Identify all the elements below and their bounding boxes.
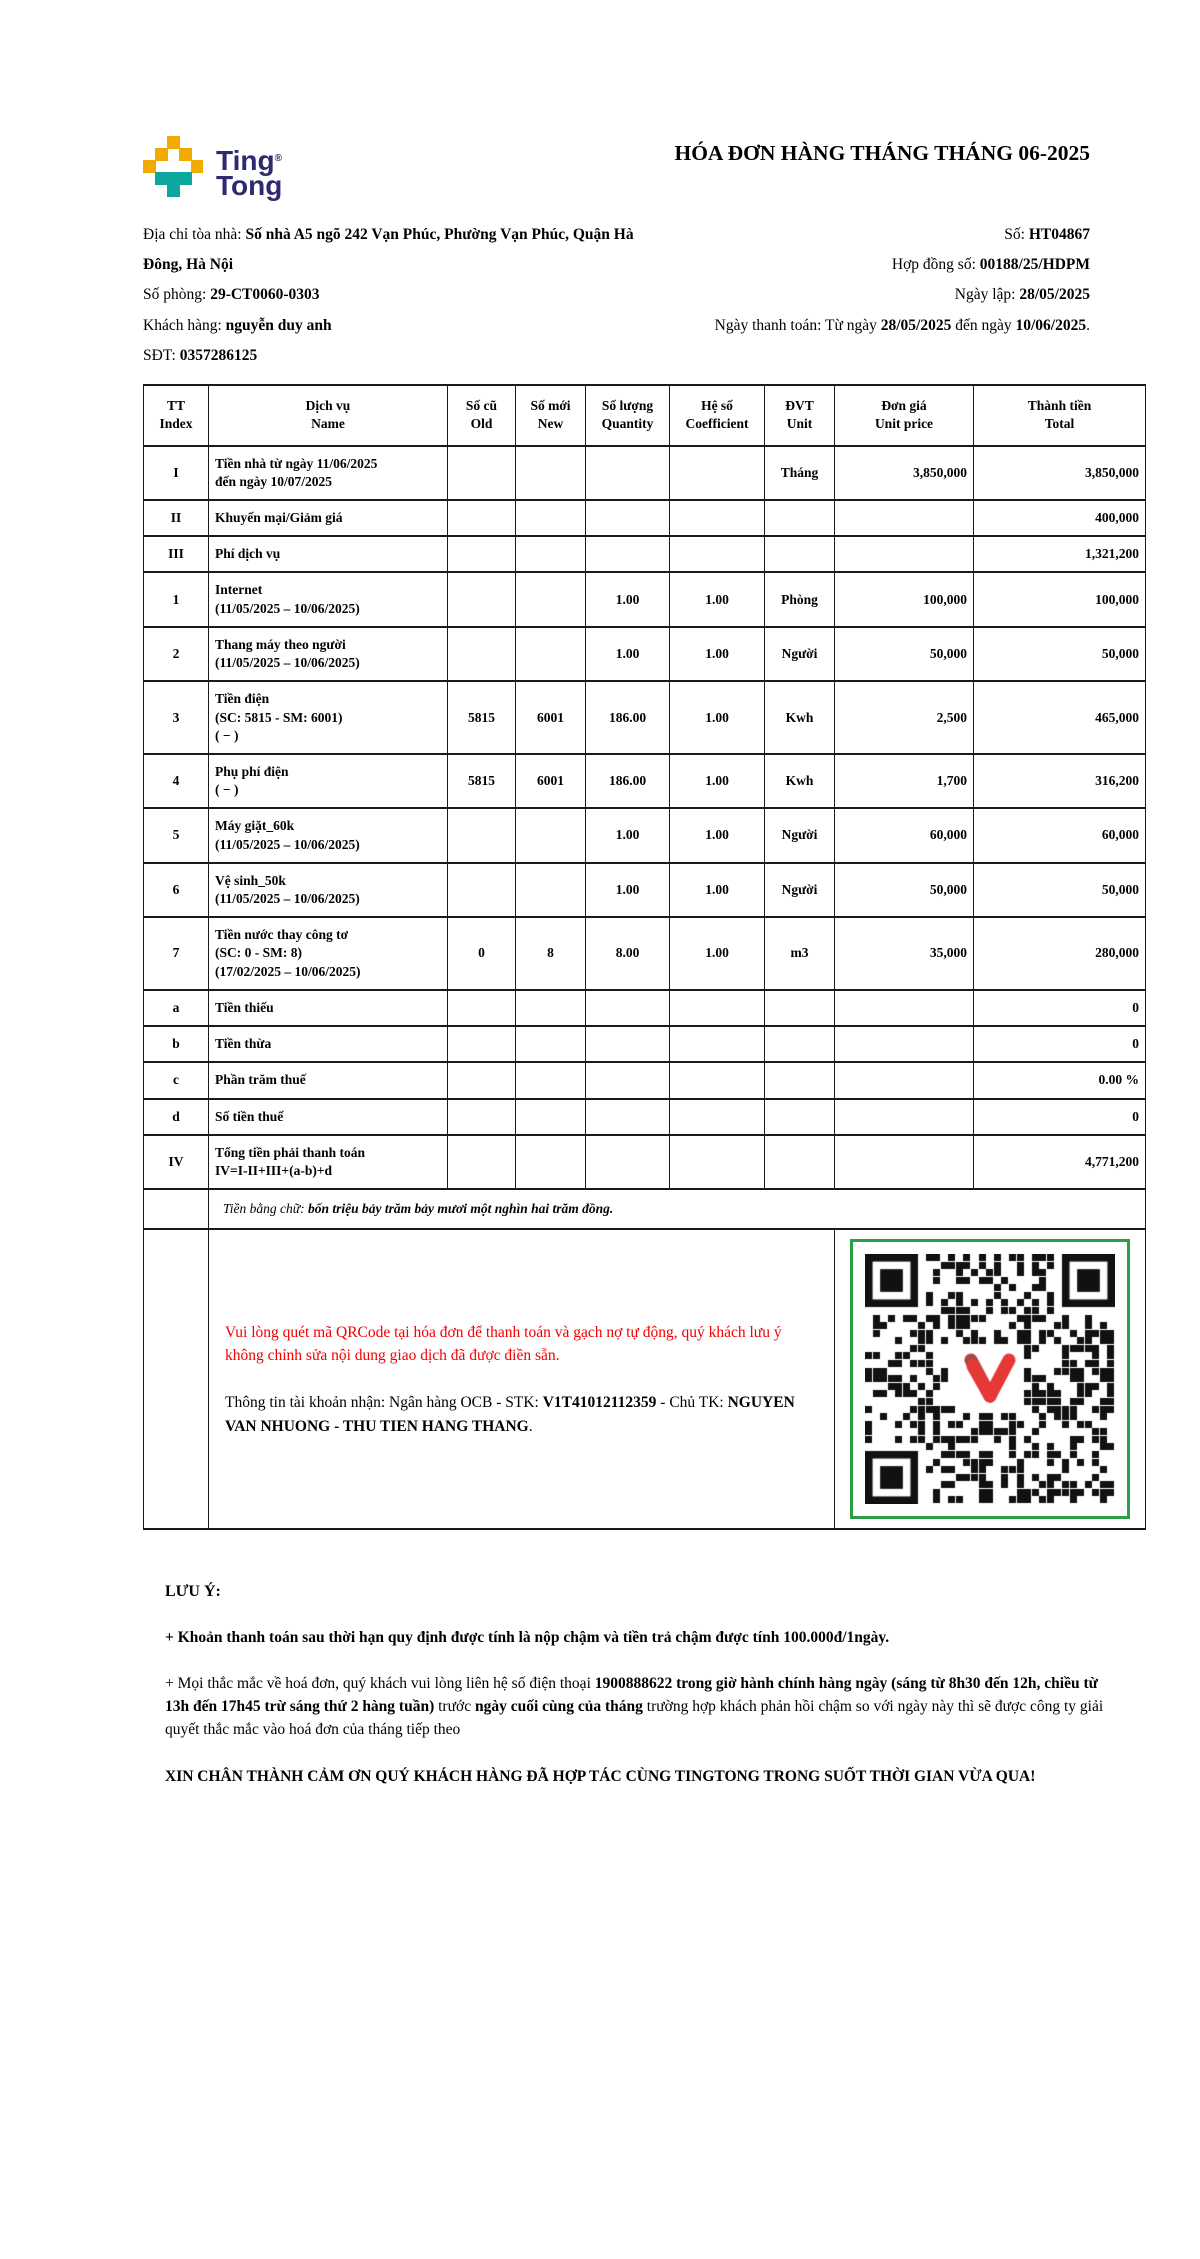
thank-you-text: XIN CHÂN THÀNH CẢM ƠN QUÝ KHÁCH HÀNG ĐÃ HỢP TÁC CÙNG TINGTONG TRONG SUỐT THỜI GIAN VỪA QUA! [165, 1768, 1036, 1786]
table-row [144, 808, 1146, 862]
cell-index: 5 [144, 808, 209, 862]
text-segment: . [528, 1417, 533, 1435]
cell-unit: Người [765, 808, 835, 862]
table-row [144, 1062, 1146, 1098]
text-segment: 28/05/2025 [1019, 286, 1090, 304]
text-segment: nguyễn duy anh [225, 316, 332, 334]
cell-quantity [586, 500, 670, 536]
table-row [144, 1026, 1146, 1062]
cell-quantity [586, 1135, 670, 1189]
service-name-line: Tổng tiền phải thanh toán [215, 1144, 366, 1160]
cell-total: 1,321,200 [974, 536, 1146, 572]
cell-new-reading [516, 808, 586, 862]
info-line [648, 311, 1090, 341]
header [143, 136, 1090, 201]
cell-total: 316,200 [974, 754, 1146, 808]
table-row [144, 627, 1146, 681]
service-name-line: Thang máy theo người [215, 636, 346, 652]
column-header-label: Số lượng [601, 398, 654, 414]
cell-unit [765, 536, 835, 572]
cell-unit: Kwh [765, 754, 835, 808]
cell-coefficient: 1.00 [670, 808, 765, 862]
cell-unit [765, 1026, 835, 1062]
payment-row [144, 1229, 1146, 1529]
column-header-label: Quantity [601, 416, 654, 432]
brand-logo [143, 136, 283, 201]
cell-service-name [209, 917, 448, 990]
cell-index: 2 [144, 627, 209, 681]
column-header-label: Dịch vụ [305, 398, 351, 414]
cell-index: d [144, 1099, 209, 1135]
cell-total: 60,000 [974, 808, 1146, 862]
cell-coefficient [670, 446, 765, 500]
amount-in-words-value: bốn triệu bảy trăm bảy mươi một nghìn hai trăm đồng. [307, 1201, 614, 1217]
cell-index: 4 [144, 754, 209, 808]
text-segment: SĐT: [143, 346, 180, 364]
column-header-label: Unit [786, 416, 813, 432]
cell-unit [765, 1062, 835, 1098]
table-row [144, 990, 1146, 1026]
cell-total: 465,000 [974, 681, 1146, 754]
cell-old-reading: 0 [448, 917, 516, 990]
cell-old-reading: 5815 [448, 681, 516, 754]
cell-quantity [586, 990, 670, 1026]
qr-code-frame [850, 1239, 1130, 1519]
cell-total: 3,850,000 [974, 446, 1146, 500]
cell-new-reading [516, 627, 586, 681]
cell-old-reading [448, 1135, 516, 1189]
cell-coefficient: 1.00 [670, 863, 765, 917]
cell-unit-price: 50,000 [835, 627, 974, 681]
cell-quantity: 1.00 [586, 627, 670, 681]
table-row [144, 754, 1146, 808]
column-header-label: Thành tiền [1027, 398, 1092, 414]
text-segment: 00188/25/HDPM [979, 256, 1090, 274]
cell-unit: m3 [765, 917, 835, 990]
column-header-unit-price [835, 385, 974, 445]
cell-coefficient: 1.00 [670, 681, 765, 754]
text-segment: Số nhà A5 ngõ 242 Vạn Phúc, Phường Vạn Phúc, Quận Hà Đông, Hà Nội [143, 226, 634, 274]
text-segment: trước [434, 1697, 475, 1715]
cell-old-reading [448, 1062, 516, 1098]
text-segment: Ngày thanh toán: Từ ngày [714, 316, 881, 334]
service-name-line: đến ngày 10/07/2025 [215, 473, 333, 489]
cell-unit: Người [765, 627, 835, 681]
cell-unit: Kwh [765, 681, 835, 754]
text-segment: NGUYEN VAN NHUONG - THU TIEN HANG THANG [225, 1394, 795, 1435]
service-name-line: Vệ sinh_50k [215, 872, 286, 888]
amount-in-words-label: Tiền bằng chữ: [223, 1201, 308, 1217]
column-header-label: Total [1044, 416, 1075, 432]
cell-new-reading [516, 863, 586, 917]
cell-new-reading [516, 1026, 586, 1062]
cell-old-reading [448, 990, 516, 1026]
payment-warning-text: Vui lòng quét mã QRCode tại hóa đơn để thanh toán và gạch nợ tự động, quý khách lưu ý không chỉnh sửa nội dung giao dịch đã được điền sẵn. [225, 1323, 782, 1365]
table-row [144, 1135, 1146, 1189]
service-name-line: (11/05/2025 – 10/06/2025) [215, 836, 360, 852]
table-row [144, 863, 1146, 917]
text-segment: 29-CT0060-0303 [210, 286, 320, 304]
cell-service-name [209, 446, 448, 500]
cell-unit-price [835, 500, 974, 536]
cell-unit-price [835, 1135, 974, 1189]
cell-unit-price: 100,000 [835, 572, 974, 626]
cell-index: IV [144, 1135, 209, 1189]
cell-new-reading [516, 990, 586, 1026]
table-row [144, 572, 1146, 626]
service-name-line: Phần trăm thuế [215, 1072, 306, 1088]
cell-new-reading [516, 446, 586, 500]
cell-new-reading: 6001 [516, 754, 586, 808]
cell-new-reading [516, 536, 586, 572]
info-line [143, 341, 648, 371]
cell-index: b [144, 1026, 209, 1062]
text-segment: 28/05/2025 [880, 316, 952, 334]
service-name-line: (17/02/2025 – 10/06/2025) [215, 963, 361, 979]
cell-unit: Người [765, 863, 835, 917]
column-header-label: Name [311, 416, 345, 432]
cell-quantity: 186.00 [586, 754, 670, 808]
cell-total: 0 [974, 1099, 1146, 1135]
column-header-label: TT [166, 398, 185, 414]
text-segment: ngày cuối cùng của tháng [474, 1697, 643, 1715]
service-name-line: Phụ phí điện [215, 763, 289, 779]
text-segment: 10/06/2025 [1015, 316, 1087, 334]
registered-trademark-symbol: ® [274, 153, 282, 164]
cell-new-reading [516, 1062, 586, 1098]
cell-old-reading [448, 808, 516, 862]
cell-old-reading [448, 446, 516, 500]
cell-total: 400,000 [974, 500, 1146, 536]
table-row [144, 917, 1146, 990]
column-header-label: Số mới [530, 398, 571, 414]
cell-unit-price: 2,500 [835, 681, 974, 754]
cell-coefficient [670, 536, 765, 572]
cell-service-name [209, 1135, 448, 1189]
cell-service-name [209, 1099, 448, 1135]
cell-old-reading [448, 572, 516, 626]
service-name-line: IV=I-II+III+(a-b)+d [215, 1163, 333, 1178]
table-row [144, 536, 1146, 572]
cell-total: 0.00 % [974, 1062, 1146, 1098]
cell-quantity: 1.00 [586, 863, 670, 917]
cell-coefficient: 1.00 [670, 572, 765, 626]
column-header-old [448, 385, 516, 445]
cell-old-reading [448, 536, 516, 572]
text-segment: Số phòng: [143, 286, 211, 304]
service-name-line: Tiền thiếu [215, 999, 274, 1015]
service-name-line: Tiền nước thay công tơ [215, 927, 349, 943]
empty-cell [144, 1229, 209, 1529]
text-segment: HT04867 [1028, 226, 1090, 243]
info-line [143, 311, 648, 341]
cell-coefficient [670, 990, 765, 1026]
cell-index: 6 [144, 863, 209, 917]
text-segment: . [1086, 316, 1090, 334]
text-segment: Hợp đồng số: [891, 256, 980, 274]
cell-unit-price [835, 1026, 974, 1062]
table-header-row [144, 385, 1146, 445]
invoice-table [143, 384, 1146, 1530]
cell-total: 50,000 [974, 627, 1146, 681]
notes-heading: LƯU Ý: [165, 1583, 221, 1601]
service-name-line: ( − ) [215, 727, 239, 743]
text-segment: Khách hàng: [143, 316, 226, 334]
service-name-line: (SC: 5815 - SM: 6001) [215, 709, 343, 725]
cell-coefficient: 1.00 [670, 917, 765, 990]
service-name-line: Máy giặt_60k [215, 818, 295, 834]
cell-unit-price: 3,850,000 [835, 446, 974, 500]
cell-index: 7 [144, 917, 209, 990]
info-line [143, 280, 648, 310]
text-segment: 1900888622 trong giờ hành chính hàng ngày (sáng từ 8h30 đến 12h, chiều từ 13h đến 17h45 trừ sáng thứ 2 hàng tuần) [165, 1674, 1098, 1715]
text-segment: đến ngày [951, 316, 1016, 334]
cell-service-name [209, 1062, 448, 1098]
cell-total: 0 [974, 990, 1146, 1026]
text-segment: + Mọi thắc mắc về hoá đơn, quý khách vui lòng liên hệ số điện thoại [165, 1674, 595, 1692]
service-name-line: Internet [215, 582, 263, 598]
cell-coefficient: 1.00 [670, 754, 765, 808]
column-header-label: Old [470, 416, 493, 432]
service-name-line: Tiền thừa [215, 1036, 272, 1052]
cell-unit-price [835, 990, 974, 1026]
cell-unit-price: 50,000 [835, 863, 974, 917]
invoice-title: HÓA ĐƠN HÀNG THÁNG THÁNG 06-2025 [674, 141, 1090, 165]
invoice-info-right [648, 220, 1090, 371]
cell-unit: Phòng [765, 572, 835, 626]
cell-coefficient [670, 1135, 765, 1189]
column-header-unit [765, 385, 835, 445]
cell-unit [765, 500, 835, 536]
text-segment: Ngày lập: [954, 286, 1020, 304]
bank-account-text [225, 1391, 812, 1438]
column-header-label: Coefficient [685, 416, 749, 432]
cell-service-name [209, 536, 448, 572]
cell-new-reading [516, 1135, 586, 1189]
cell-unit-price [835, 1099, 974, 1135]
cell-quantity [586, 1062, 670, 1098]
text-segment: Số: [1004, 226, 1029, 243]
cell-index: 1 [144, 572, 209, 626]
tingtong-pixel-tree-icon [143, 136, 203, 197]
cell-service-name [209, 627, 448, 681]
cell-old-reading [448, 863, 516, 917]
cell-old-reading [448, 627, 516, 681]
cell-new-reading [516, 500, 586, 536]
column-header-label: Hệ số [701, 398, 733, 414]
column-header-label: Đơn giá [881, 398, 927, 414]
cell-unit [765, 1099, 835, 1135]
service-name-line: Tiền điện [215, 691, 270, 707]
text-segment: Địa chỉ tòa nhà: [143, 226, 246, 243]
cell-total: 280,000 [974, 917, 1146, 990]
table-row [144, 1099, 1146, 1135]
text-segment: - Chủ TK: [656, 1394, 728, 1412]
cell-new-reading [516, 572, 586, 626]
invoice-info [143, 220, 1090, 371]
cell-quantity [586, 1026, 670, 1062]
note-hotline [165, 1672, 1107, 1742]
cell-service-name [209, 572, 448, 626]
cell-service-name [209, 500, 448, 536]
cell-total: 0 [974, 1026, 1146, 1062]
cell-index: 3 [144, 681, 209, 754]
cell-coefficient [670, 1062, 765, 1098]
service-name-line: Tiền nhà từ ngày 11/06/2025 [215, 455, 378, 471]
info-line [648, 220, 1090, 250]
cell-quantity [586, 446, 670, 500]
cell-unit-price: 35,000 [835, 917, 974, 990]
cell-coefficient [670, 500, 765, 536]
text-segment: V1T41012112359 [542, 1394, 657, 1412]
cell-old-reading [448, 1026, 516, 1062]
table-row [144, 500, 1146, 536]
service-name-line: ( − ) [215, 782, 239, 798]
cell-service-name [209, 863, 448, 917]
text-segment: trường hợp khách phản hồi chậm so với ngày này thì sẽ được công ty giải quyết thắc mắc vào hoá đơn của tháng tiếp theo [165, 1697, 1104, 1739]
cell-index: a [144, 990, 209, 1026]
cell-old-reading [448, 500, 516, 536]
info-line [143, 220, 648, 280]
column-header-name [209, 385, 448, 445]
cell-index: I [144, 446, 209, 500]
info-line [648, 250, 1090, 280]
cell-unit-price: 1,700 [835, 754, 974, 808]
cell-coefficient [670, 1026, 765, 1062]
cell-service-name [209, 990, 448, 1026]
text-segment: + Khoản thanh toán sau thời hạn quy định được tính là nộp chậm và tiền trả chậm được tính 100.000đ/1ngày. [165, 1629, 890, 1647]
cell-total: 50,000 [974, 863, 1146, 917]
column-header-new [516, 385, 586, 445]
column-header-quantity [586, 385, 670, 445]
cell-index: III [144, 536, 209, 572]
column-header-label: Số cũ [465, 398, 498, 414]
qr-cell [835, 1229, 1146, 1529]
table-row [144, 446, 1146, 500]
cell-coefficient: 1.00 [670, 627, 765, 681]
service-name-line: (11/05/2025 – 10/06/2025) [215, 655, 360, 671]
cell-index: c [144, 1062, 209, 1098]
column-header-label: ĐVT [785, 398, 814, 414]
service-name-line: Khuyến mại/Giảm giá [215, 509, 343, 525]
cell-quantity: 186.00 [586, 681, 670, 754]
cell-quantity [586, 536, 670, 572]
cell-quantity [586, 1099, 670, 1135]
info-line [648, 280, 1090, 310]
table-row [144, 681, 1146, 754]
text-segment: Thông tin tài khoản nhận: Ngân hàng OCB - STK: [225, 1394, 543, 1412]
cell-index: II [144, 500, 209, 536]
invoice-info-left [143, 220, 648, 371]
cell-total: 4,771,200 [974, 1135, 1146, 1189]
cell-unit [765, 1135, 835, 1189]
cell-quantity: 1.00 [586, 572, 670, 626]
qr-code [865, 1254, 1115, 1504]
service-name-line: Phí dịch vụ [215, 546, 281, 562]
amount-in-words [209, 1189, 1146, 1229]
brand-name: Ting® Tong [216, 145, 283, 201]
cell-coefficient [670, 1099, 765, 1135]
service-name-line: (11/05/2025 – 10/06/2025) [215, 600, 360, 616]
cell-new-reading [516, 1099, 586, 1135]
empty-cell [144, 1189, 209, 1229]
cell-quantity: 1.00 [586, 808, 670, 862]
cell-unit [765, 990, 835, 1026]
footer-notes [165, 1580, 1107, 1788]
service-name-line: (SC: 0 - SM: 8) [215, 945, 302, 961]
column-header-label: Unit price [874, 416, 934, 432]
cell-old-reading: 5815 [448, 754, 516, 808]
cell-new-reading: 8 [516, 917, 586, 990]
cell-total: 100,000 [974, 572, 1146, 626]
note-late-payment [165, 1626, 1107, 1649]
service-name-line: Số tiền thuế [215, 1108, 284, 1124]
cell-service-name [209, 681, 448, 754]
service-name-line: (11/05/2025 – 10/06/2025) [215, 891, 360, 907]
cell-service-name [209, 808, 448, 862]
cell-unit-price [835, 1062, 974, 1098]
text-segment: 0357286125 [179, 346, 258, 364]
cell-service-name [209, 1026, 448, 1062]
cell-new-reading: 6001 [516, 681, 586, 754]
cell-unit-price [835, 536, 974, 572]
cell-unit-price: 60,000 [835, 808, 974, 862]
cell-old-reading [448, 1099, 516, 1135]
column-header-total [974, 385, 1146, 445]
payment-instructions [209, 1229, 835, 1529]
column-header-label: Index [159, 416, 193, 432]
amount-in-words-row [144, 1189, 1146, 1229]
cell-unit: Tháng [765, 446, 835, 500]
column-header-label: New [537, 416, 564, 432]
cell-service-name [209, 754, 448, 808]
column-header-index [144, 385, 209, 445]
column-header-coefficient [670, 385, 765, 445]
cell-quantity: 8.00 [586, 917, 670, 990]
